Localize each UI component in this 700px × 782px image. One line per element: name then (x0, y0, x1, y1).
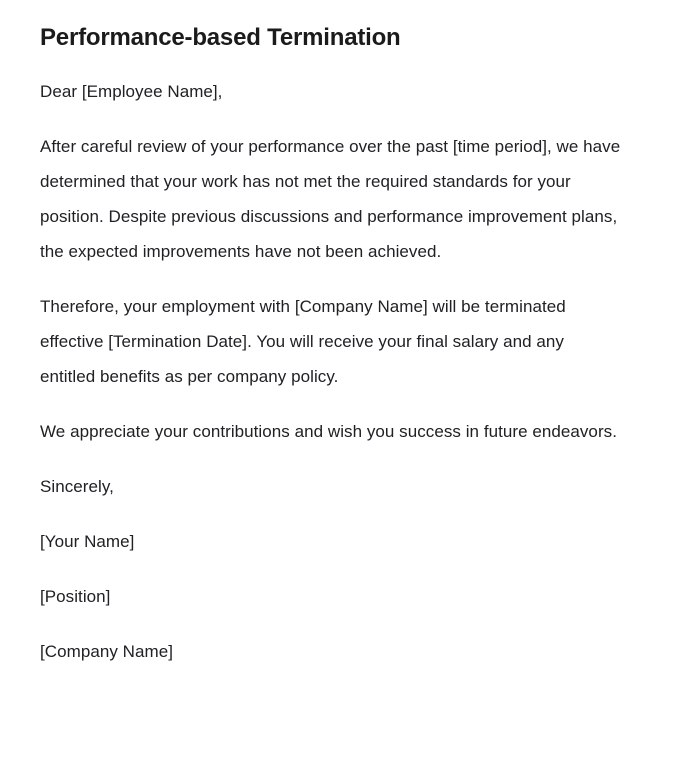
signature-block (40, 469, 622, 669)
letter-salutation: Dear [Employee Name], (40, 82, 223, 101)
signature-company: [Company Name] (40, 642, 173, 661)
page-title: Performance-based Termination (40, 24, 401, 51)
letter-paragraph-2: Therefore, your employment with [Company Name] will be terminated effective [Termination Date]. You will receive your final salary and any entitled benefits as per company policy. (40, 297, 566, 386)
letter-paragraph-1: After careful review of your performance over the past [time period], we have determined that your work has not met the required standards for your position. Despite previous discussions and performance improvement plans, the expected improvements have not been achieved. (40, 137, 621, 261)
letter-paragraph-3: We appreciate your contributions and wish you success in future endeavors. (40, 422, 617, 441)
signature-name: [Your Name] (40, 532, 135, 551)
closing-sign-off: Sincerely, (40, 477, 114, 496)
termination-letter (40, 22, 622, 669)
signature-position: [Position] (40, 587, 111, 606)
